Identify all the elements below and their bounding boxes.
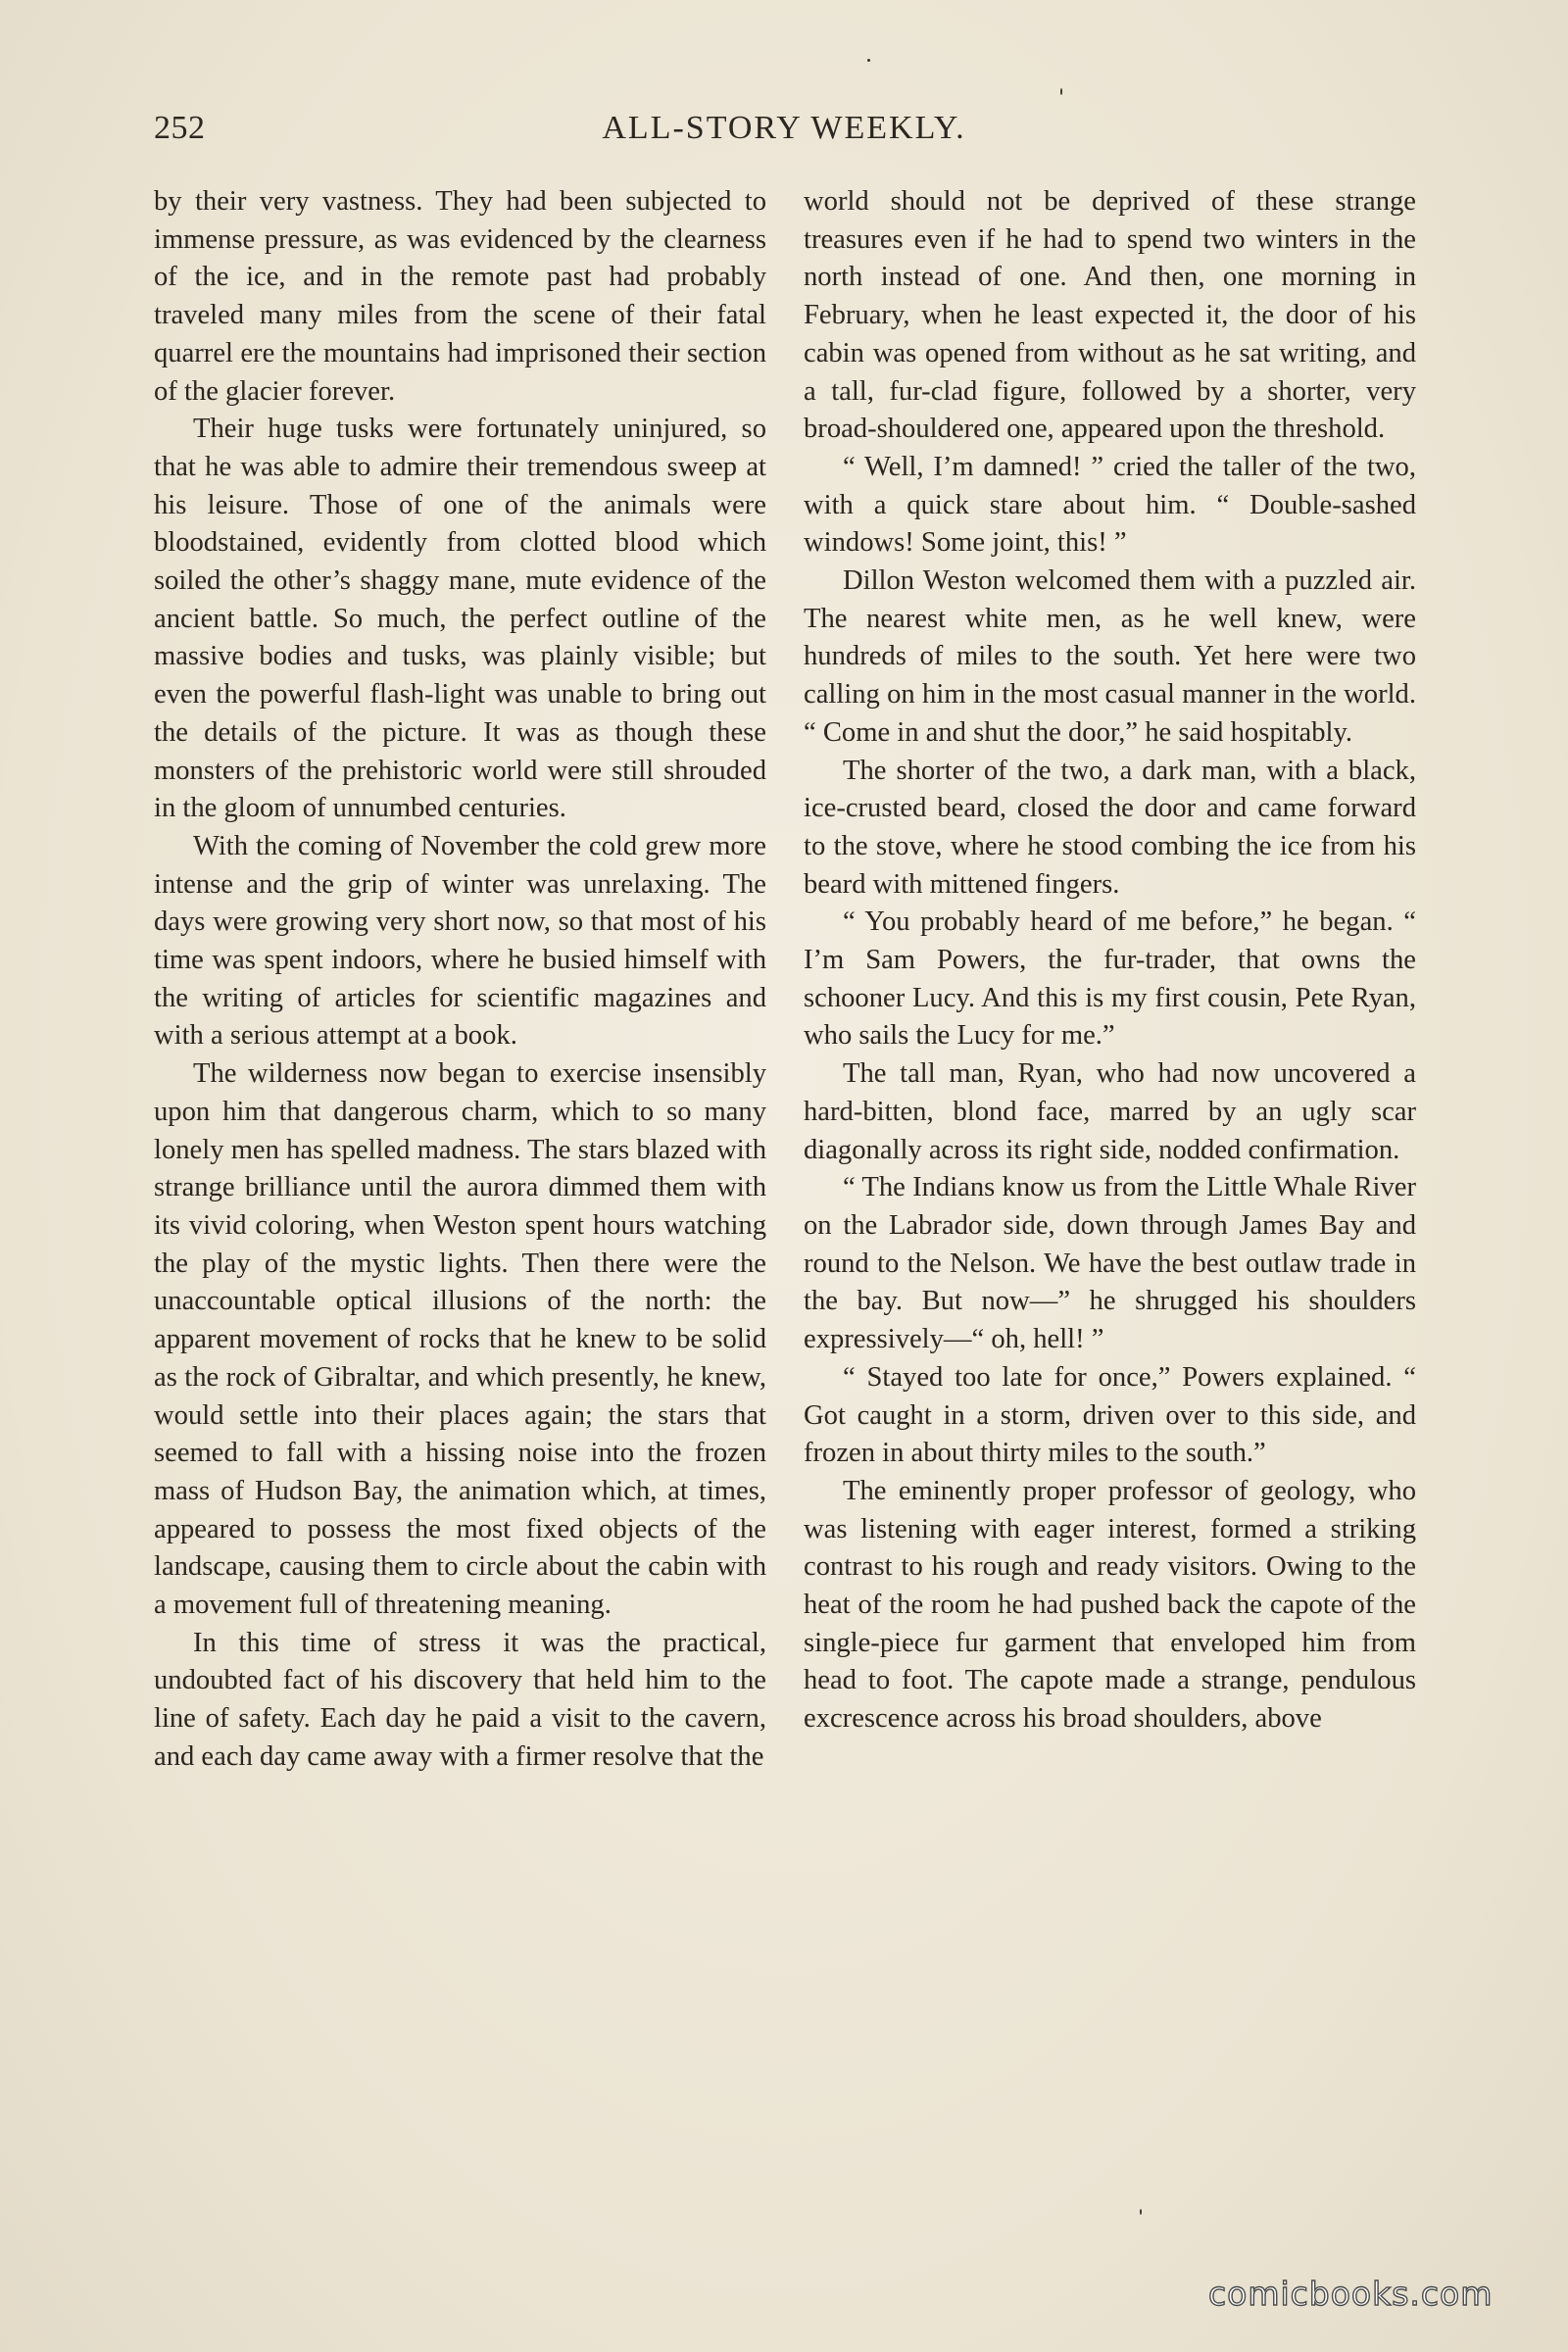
paper-speck xyxy=(867,59,870,62)
right-column xyxy=(804,183,1416,1739)
paragraph: Their huge tusks were fortunately uninjured, so that he was able to admire their tremendous sweep at his leisure. Those of one of the animals were bloodstained, evidently from clotted blood which soiled the other’s shaggy mane, mute evidence of the ancient battle. So much, the perfect outline of the massive bodies and tusks, was plainly visible; but even the powerful flash-light was unable to bring out the details of the picture. It was as though these monsters of the prehistoric world were still shrouded in the gloom of unnumbed centuries. xyxy=(154,414,766,824)
left-column xyxy=(154,183,766,1777)
paragraph: “ Well, I’m damned! ” cried the taller of the two, with a quick stare about him. “ Double-sashed windows! Some joint, this! ” xyxy=(804,451,1416,559)
watermark-logo: comicbooks.com xyxy=(1208,2275,1494,2313)
paragraph: Dillon Weston welcomed them with a puzzled air. The nearest white men, as he well knew, were hundreds of miles to the south. Yet here were two calling on him in the most casual manner in the world. “ Come in and shut the door,” he said hospitably. xyxy=(804,565,1416,748)
paragraph: by their very vastness. They had been subjected to immense pressure, as was evidenced by the clearness of the ice, and in the remote past had probably traveled many miles from the scene of their fatal quarrel ere the mountains had imprisoned their section of the glacier forever. xyxy=(154,186,766,407)
paragraph: The tall man, Ryan, who had now uncovered a hard-bitten, blond face, marred by an ugly scar diagonally across its right side, nodded confirmation. xyxy=(804,1058,1416,1165)
page-number: 252 xyxy=(154,110,206,146)
paragraph: The shorter of the two, a dark man, with a black, ice-crusted beard, closed the door and came forward to the stove, where he stood combing the ice from his beard with mittened fingers. xyxy=(804,755,1416,900)
paper-speck xyxy=(1140,2209,1142,2215)
paragraph: In this time of stress it was the practical, undoubted fact of his discovery that held him to the line of safety. Each day he paid a visit to the cavern, and each day came away with a firmer resolve that the xyxy=(154,1627,766,1772)
paragraph: “ Stayed too late for once,” Powers explained. “ Got caught in a storm, driven over to this side, and frozen in about thirty miles to the south.” xyxy=(804,1361,1416,1469)
paragraph: With the coming of November the cold grew more intense and the grip of winter was unrelaxing. The days were growing very short now, so that most of his time was spent indoors, where he busied himself with the writing of articles for scientific magazines and with a serious attempt at a book. xyxy=(154,830,766,1052)
paragraph: “ You probably heard of me before,” he began. “ I’m Sam Powers, the fur-trader, that owns the schooner Lucy. And this is my first cousin, Pete Ryan, who sails the Lucy for me.” xyxy=(804,906,1416,1052)
running-head: ALL-STORY WEEKLY. xyxy=(602,110,966,146)
paragraph: The eminently proper professor of geology, who was listening with eager interest, formed a striking contrast to his rough and ready visitors. Owing to the heat of the room he had pushed back the capote of the single-piece fur garment that enveloped him from head to foot. The capote made a strange, pendulous excrescence across his broad shoulders, above xyxy=(804,1475,1416,1735)
paper-speck xyxy=(1060,88,1062,95)
paragraph: “ The Indians know us from the Little Whale River on the Labrador side, down through James Bay and round to the Nelson. We have the best outlaw trade in the bay. But now—” he shrugged his shoulders expressively—“ oh, hell! ” xyxy=(804,1172,1416,1355)
paragraph: The wilderness now began to exercise insensibly upon him that dangerous charm, which to so many lonely men has spelled madness. The stars blazed with strange brilliance until the aurora dimmed them with its vivid coloring, when Weston spent hours watching the play of the mystic lights. Then there were the unaccountable optical illusions of the north: the apparent movement of rocks that he knew to be solid as the rock of Gibraltar, and which presently, he knew, would settle into their places again; the stars that seemed to fall with a hissing noise into the frozen mass of Hudson Bay, the animation which, at times, appeared to possess the most fixed objects of the landscape, causing them to circle about the cabin with a movement full of threatening meaning. xyxy=(154,1058,766,1621)
paragraph: world should not be deprived of these strange treasures even if he had to spend two winters in the north instead of one. And then, one morning in February, when he least expected it, the door of his cabin was opened from without as he sat writing, and a tall, fur-clad figure, followed by a shorter, very broad-shouldered one, appeared upon the threshold. xyxy=(804,186,1416,445)
